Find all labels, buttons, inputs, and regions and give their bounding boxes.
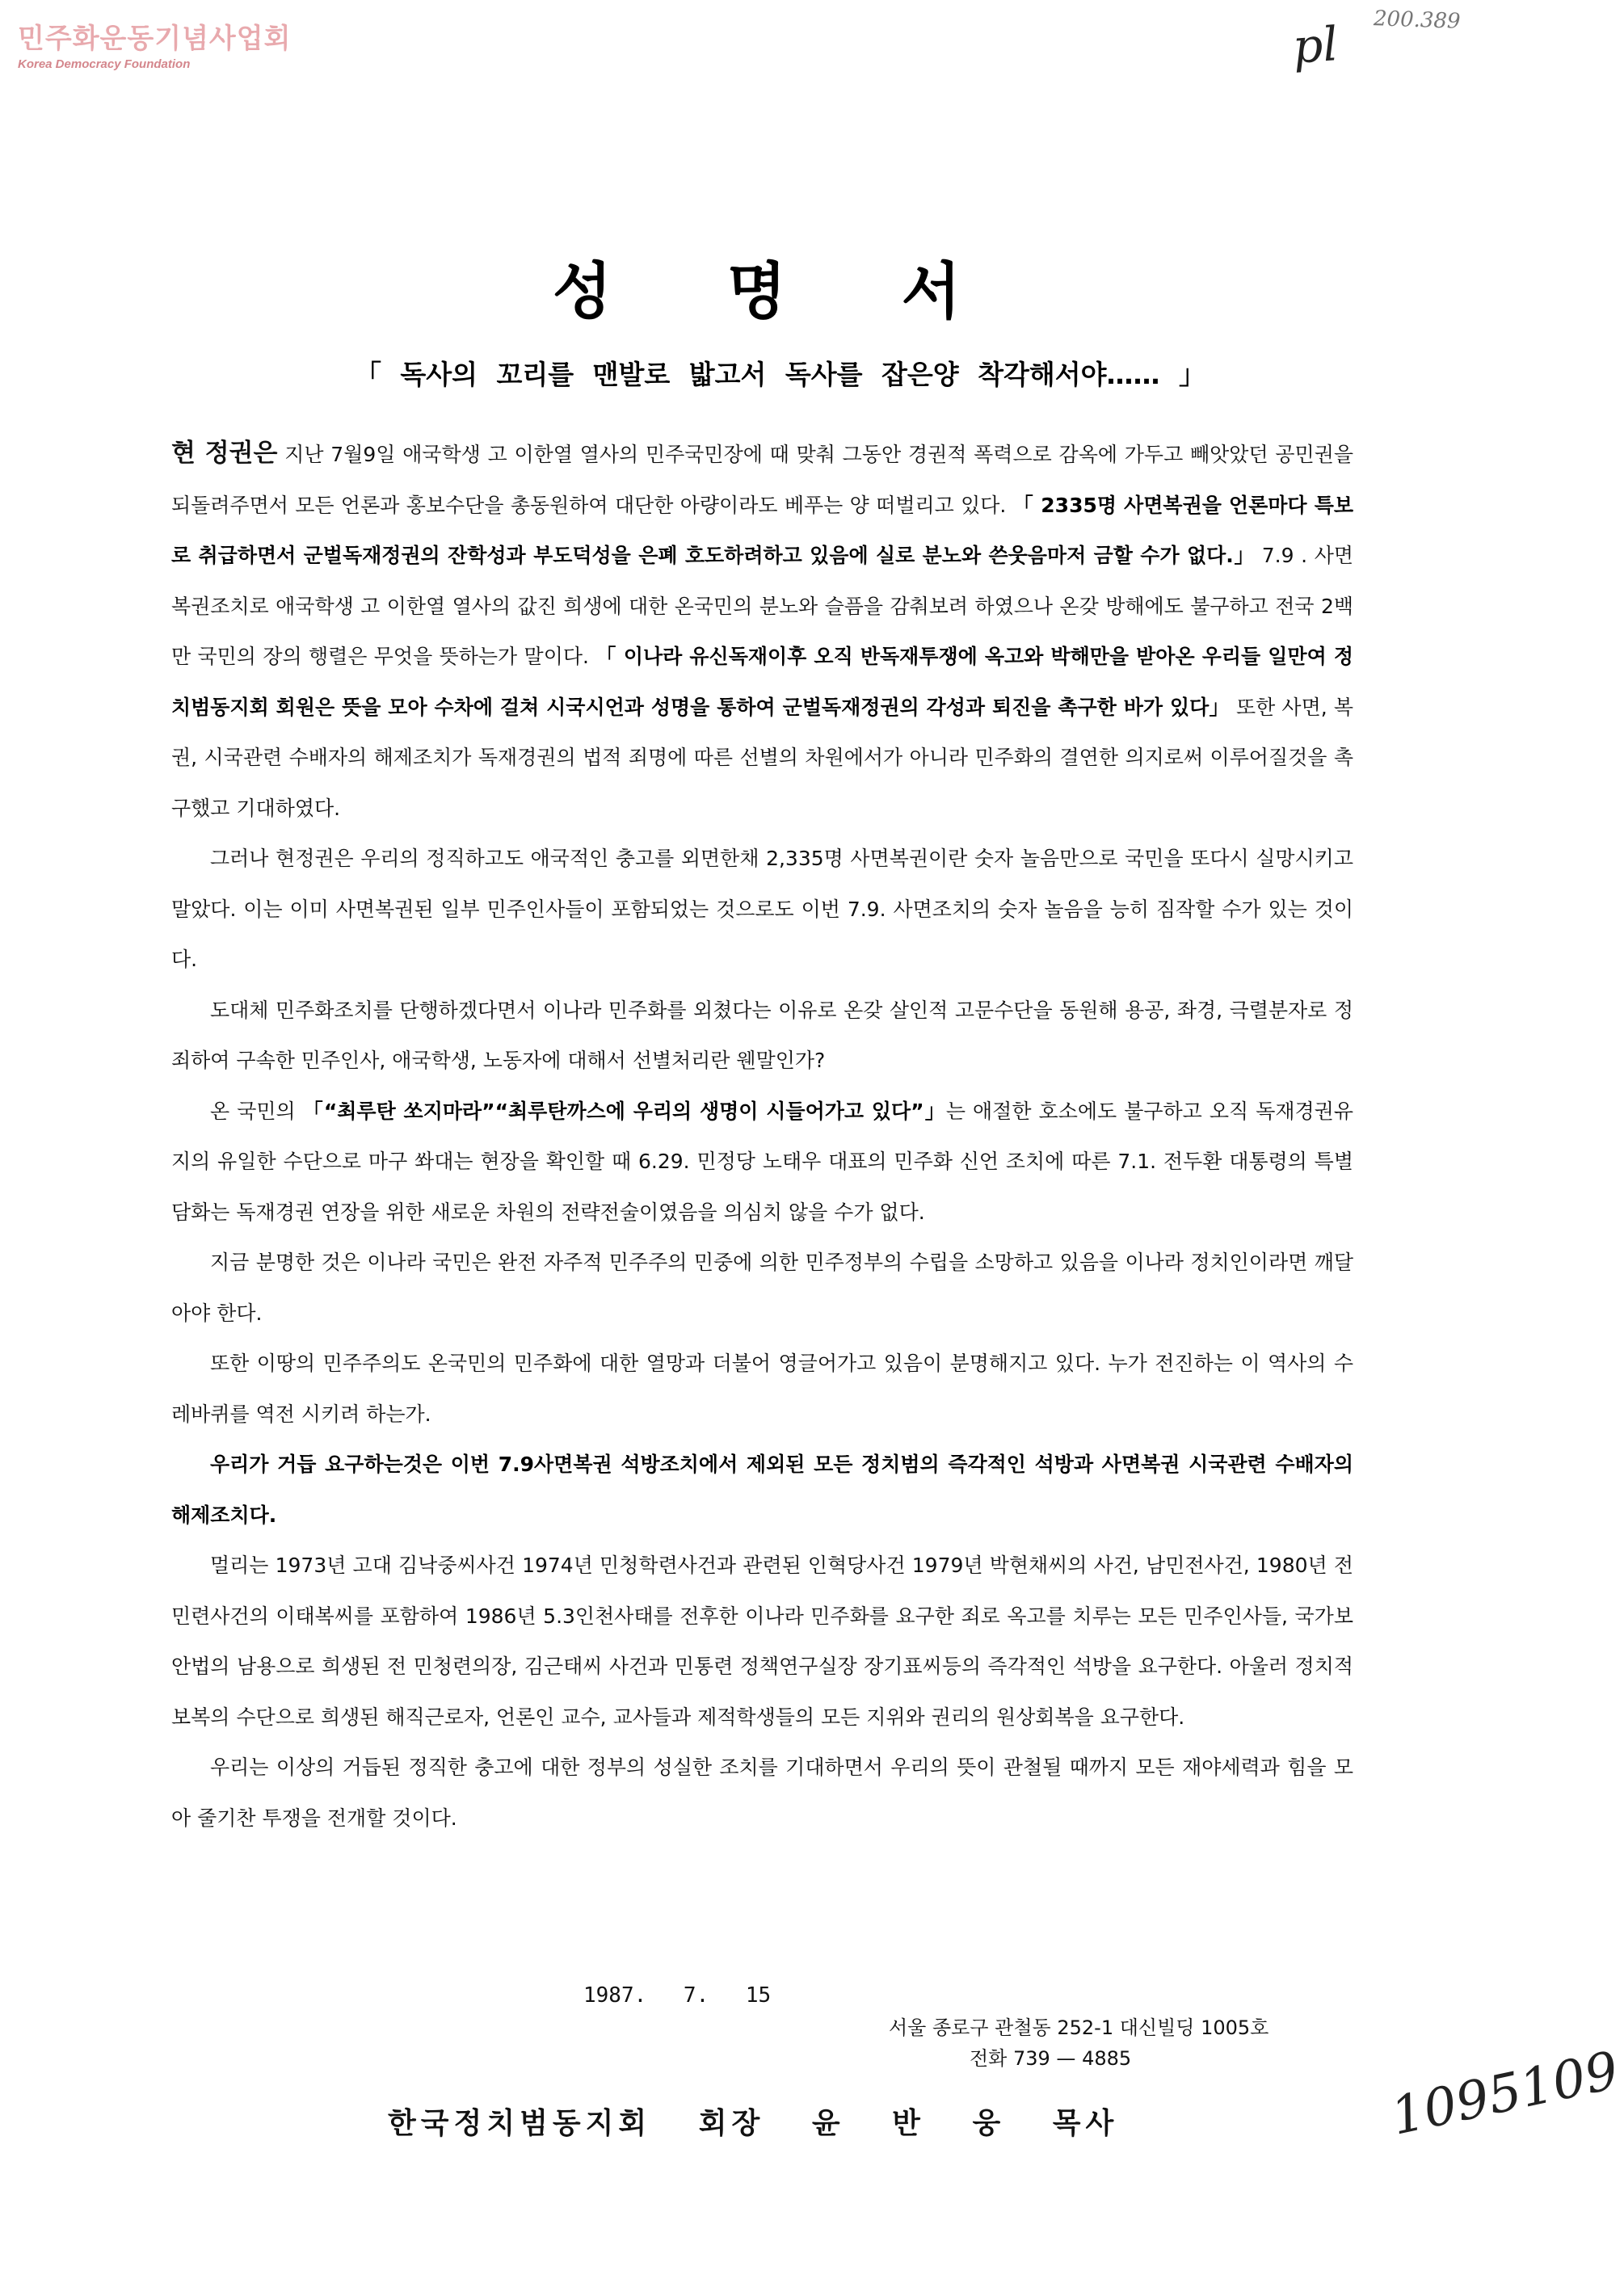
paragraph-3: 도대체 민주화조치를 단행하겠다면서 이나라 민주화를 외쳤다는 이유로 온갖 살인적 고문수단을 동원해 용공, 좌경, 극렬분자로 정죄하여 구속한 민주인사, 애국학생, 노동자에 대해서 선별처리란 웬말인가?: [171, 998, 1353, 1072]
document-subtitle: 「 독사의 꼬리를 맨발로 밟고서 독사를 잡은양 착각해서야…… 」: [354, 359, 1206, 390]
logo-korean-text: 민주화운동기념사업회: [18, 23, 292, 55]
paragraph-1-bold-b: 「 이나라 유신독재이후 오직 반독재투쟁에 옥고와 박해만을 받아온 우리들 일만여 정치범동지회 회원은 뜻을 모아 수차에 걸쳐 시국시언과 성명을 통하여 군벌독재정권의 각성과 퇴진을 촉구한 바가 있다」: [171, 645, 1353, 719]
paragraph-7-demand: 우리가 거듭 요구하는것은 이번 7.9사면복권 석방조치에서 제외된 모든 정치범의 즉각적인 석방과 사면복권 시국관련 수배자의 해제조치다.: [171, 1453, 1353, 1527]
document-date: 1987. 7. 15: [583, 1983, 772, 2008]
handwritten-bottom-number: 1095109: [1386, 2041, 1624, 2147]
paragraph-9: 우리는 이상의 거듭된 정직한 충고에 대한 정부의 성실한 조치를 기대하면서 우리의 뜻이 관철될 때까지 모든 재야세력과 힘을 모아 줄기찬 투쟁을 전개할 것이다.: [171, 1756, 1353, 1830]
paragraph-1-text-a: 지난 7월9일 애국학생 고 이한열 열사의 민주국민장에 때 맞춰 그동안 경권적 폭력으로 감옥에 가두고 빼앗았던 공민권을 되돌려주면서 모든 언론과 홍보수단을 총동원하여 대단한 아량이라도 베푸는 양 떠벌리고 있다.: [171, 443, 1353, 517]
foundation-logo: [18, 16, 291, 71]
document-title: 성 명 서: [552, 255, 1008, 327]
sender-address: 서울 종로구 관철동 252-1 대신빌딩 1005호: [889, 2016, 1269, 2039]
statement-body: [171, 428, 1353, 1844]
paragraph-8: 멀리는 1973년 고대 김낙중씨사건 1974년 민청학련사건과 관련된 인혁당사건 1979년 박현채씨의 사건, 남민전사건, 1980년 전민련사건의 이태복씨를 포함하여 1986년 5.3인천사태를 전후한 이나라 민주화를 요구한 죄로 옥고를 치루는 모든 민주인사들, 국가보안법의 남용으로 희생된 전 민청련의장, 김근태씨 사건과 민통련 정책연구실장 장기표씨등의 즉각적인 석방을 요구한다. 아울러 정치적 보복의 수단으로 희생된 해직근로자, 언론인 교수, 교사들과 제적학생들의 모든 지위와 권리의 원상회복을 요구한다.: [171, 1554, 1353, 1729]
paragraph-1-text-c: 또한 사면, 복권, 시국관련 수배자의 해제조치가 독재경권의 법적 죄명에 따른 선별의 차원에서가 아니라 민주화의 결연한 의지로써 이루어질것을 촉구했고 기대하였다.: [171, 695, 1353, 820]
signature-line: 한국정치범동지회 회장 윤 반 웅 목사: [388, 2107, 1119, 2140]
paragraph-4-bold: 「“최루탄 쏘지마라”“최루탄까스에 우리의 생명이 시들어가고 있다”」: [302, 1099, 946, 1123]
paragraph-4-text-a: 온 국민의: [210, 1099, 303, 1123]
logo-english-text: Korea Democracy Foundation: [18, 57, 191, 71]
paragraph-6: 또한 이땅의 민주주의도 온국민의 민주화에 대한 열망과 더불어 영글어가고 있음이 분명해지고 있다. 누가 전진하는 이 역사의 수레바퀴를 역전 시키려 하는가.: [171, 1352, 1353, 1426]
handwritten-initials: pl: [1290, 16, 1340, 74]
paragraph-1: [171, 428, 1353, 834]
paragraph-1-text-b: 7.9 . 사면복권조치로 애국학생 고 이한열 열사의 값진 희생에 대한 온국민의 분노와 슬픔을 감춰보려 하였으나 온갖 방해에도 불구하고 전국 2백만 국민의 장의 행렬은 무엇을 뜻하는가 말이다.: [171, 544, 1353, 668]
paragraph-4: [171, 1087, 1353, 1238]
paragraph-2: 그러나 현정권은 우리의 정직하고도 애국적인 충고를 외면한채 2,335명 사면복권이란 숫자 놀음만으로 국민을 또다시 실망시키고 말았다. 이는 이미 사면복권된 일부 민주인사들이 포함되었는 것으로도 이번 7.9. 사면조치의 숫자 놀음을 능히 짐작할 수가 있는 것이다.: [171, 847, 1353, 971]
handwritten-archive-number: 200.389: [1373, 6, 1462, 34]
paragraph-1-bold-a: 「 2335명 사면복권을 언론마다 특보로 취급하면서 군벌독재정권의 잔학성과 부도덕성을 은폐 호도하려하고 있음에 실로 분노와 쓴웃음마저 금할 수가 없다.」: [171, 493, 1354, 567]
paragraph-1-lead: 현 정권은: [171, 439, 278, 468]
paragraph-5: 지금 분명한 것은 이나라 국민은 완전 자주적 민주주의 민중에 의한 민주정부의 수립을 소망하고 있음을 이나라 정치인이라면 깨달아야 한다.: [171, 1251, 1353, 1325]
sender-phone: 전화 739 — 4885: [970, 2047, 1132, 2070]
paragraph-4-text-b: 는 애절한 호소에도 불구하고 오직 독재경권유지의 유일한 수단으로 마구 쏴대는 현장을 확인할 때 6.29. 민정당 노태우 대표의 민주화 신언 조치에 따른 7.1. 전두환 대통령의 특별담화는 독재경권 연장을 위한 새로운 차원의 전략전술이였음을 의심치 않을 수가 없다.: [171, 1099, 1353, 1224]
